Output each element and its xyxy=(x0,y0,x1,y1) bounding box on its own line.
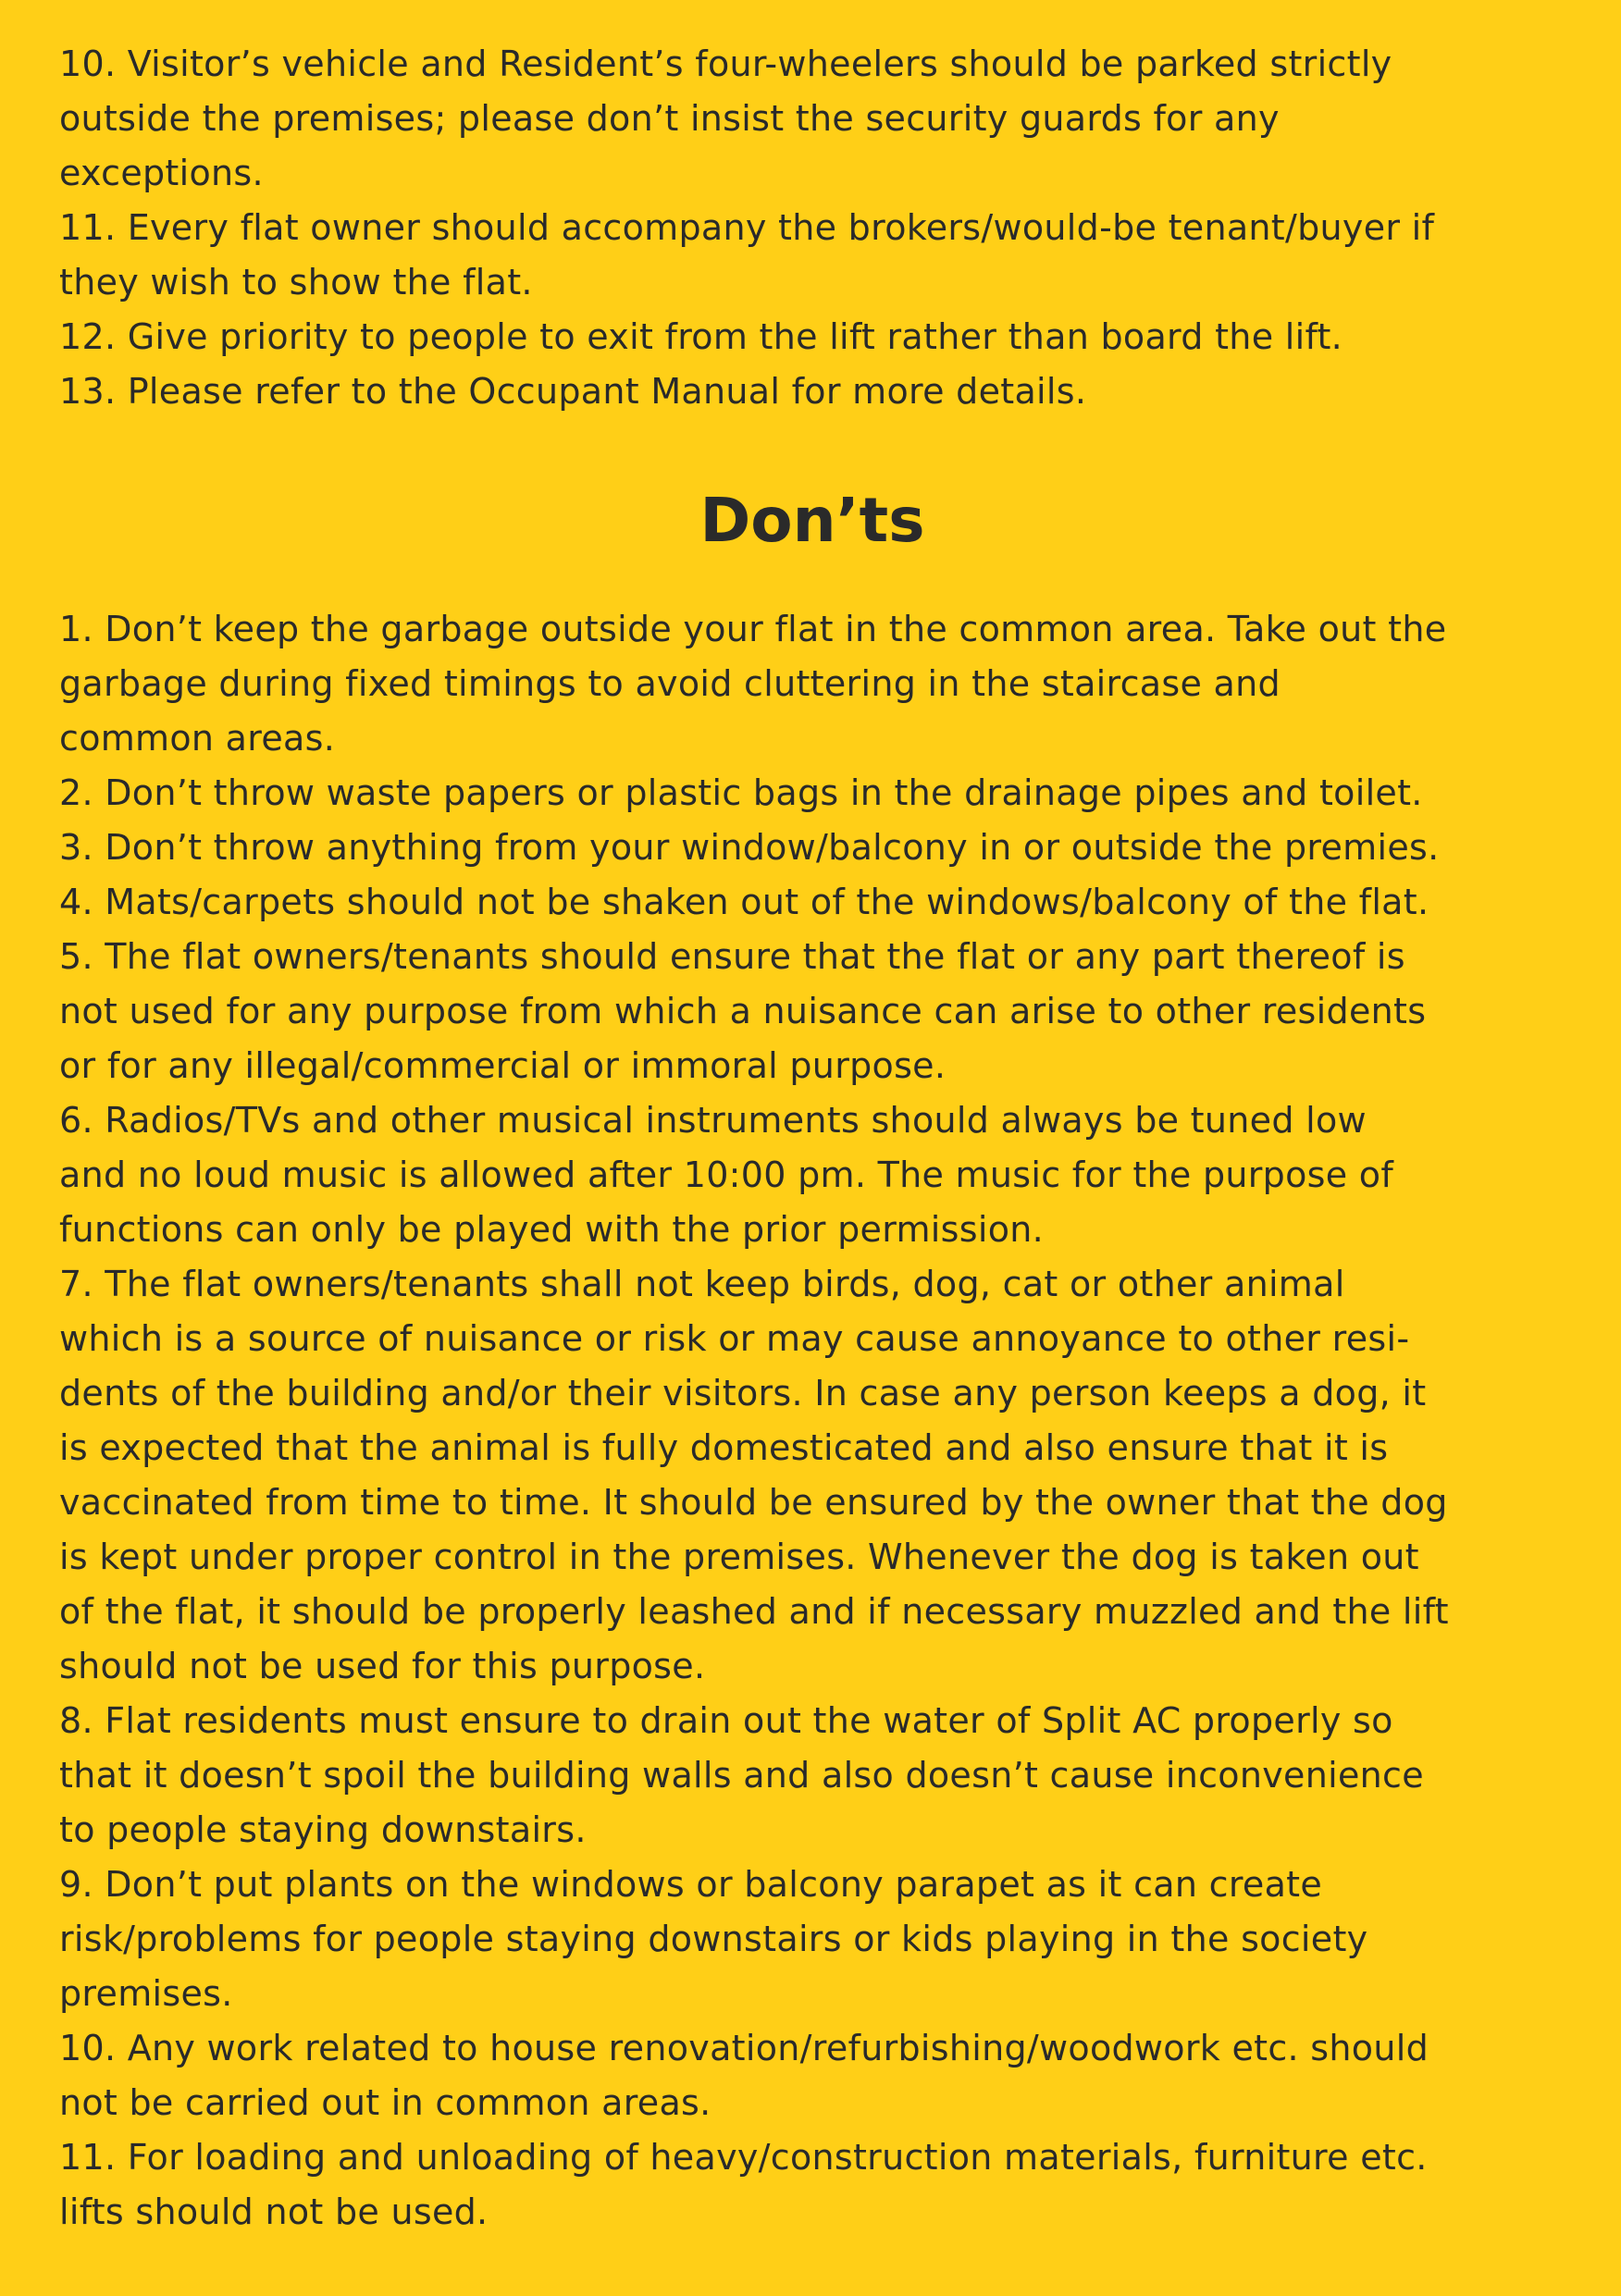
rule-line: they wish to show the flat. xyxy=(59,262,533,302)
rule-line: 11. Every flat owner should accompany the brokers/would-be tenant/buyer if xyxy=(59,207,1435,248)
rule-line: exceptions. xyxy=(59,153,264,193)
rule-line: 10. Visitor’s vehicle and Resident’s four-wheelers should be parked strictly xyxy=(59,43,1392,84)
rule-line: 6. Radios/TVs and other musical instruments should always be tuned low xyxy=(59,1100,1367,1141)
rule-line: 11. For loading and unloading of heavy/construction materials, furniture etc. xyxy=(59,2137,1428,2178)
rule-line: of the flat, it should be properly leashed and if necessary muzzled and the lift xyxy=(59,1591,1449,1632)
rule-line: lifts should not be used. xyxy=(59,2191,489,2232)
rule-line: outside the premises; please don’t insist the security guards for any xyxy=(59,98,1280,139)
rule-line: 10. Any work related to house renovation/refurbishing/woodwork etc. should xyxy=(59,2028,1429,2068)
rule-line: 5. The flat owners/tenants should ensure that the flat or any part thereof is xyxy=(59,936,1405,977)
rule-line: 13. Please refer to the Occupant Manual for more details. xyxy=(59,371,1087,412)
rule-line: that it doesn’t spoil the building walls and also doesn’t cause inconvenience xyxy=(59,1755,1424,1796)
rule-line: vaccinated from time to time. It should be ensured by the owner that the dog xyxy=(59,1482,1448,1523)
rule-line: common areas. xyxy=(59,718,336,759)
rule-line: 4. Mats/carpets should not be shaken out of the windows/balcony of the flat. xyxy=(59,882,1429,922)
rule-line: is expected that the animal is fully domesticated and also ensure that it is xyxy=(59,1427,1389,1468)
rule-line: 7. The flat owners/tenants shall not keep birds, dog, cat or other animal xyxy=(59,1264,1345,1304)
rule-line: not be carried out in common areas. xyxy=(59,2082,712,2123)
donts-list xyxy=(59,602,1565,2240)
rule-line: 3. Don’t throw anything from your window/balcony in or outside the premies. xyxy=(59,827,1440,868)
rule-line: or for any illegal/commercial or immoral purpose. xyxy=(59,1045,947,1086)
rule-line: not used for any purpose from which a nuisance can arise to other residents xyxy=(59,991,1427,1031)
rule-line: risk/problems for people staying downstairs or kids playing in the society xyxy=(59,1919,1368,1959)
rule-line: 9. Don’t put plants on the windows or balcony parapet as it can create xyxy=(59,1864,1323,1905)
rule-line: garbage during fixed timings to avoid cluttering in the staircase and xyxy=(59,663,1281,704)
rule-line: is kept under proper control in the premises. Whenever the dog is taken out xyxy=(59,1537,1419,1577)
rule-line: and no loud music is allowed after 10:00 pm. The music for the purpose of xyxy=(59,1154,1394,1195)
rule-line: to people staying downstairs. xyxy=(59,1809,587,1850)
rule-line: premises. xyxy=(59,1973,233,2014)
rule-line: 8. Flat residents must ensure to drain out the water of Split AC properly so xyxy=(59,1700,1393,1741)
rule-line: dents of the building and/or their visitors. In case any person keeps a dog, it xyxy=(59,1373,1427,1413)
section-spacer xyxy=(59,419,1565,475)
dos-continued-list xyxy=(59,37,1565,419)
donts-heading: Don’ts xyxy=(699,485,925,556)
rule-line: which is a source of nuisance or risk or may cause annoyance to other resi- xyxy=(59,1318,1410,1359)
rule-line: 12. Give priority to people to exit from the lift rather than board the lift. xyxy=(59,316,1343,357)
rule-line: functions can only be played with the prior permission. xyxy=(59,1209,1045,1250)
rule-line: should not be used for this purpose. xyxy=(59,1646,706,1686)
rule-line: 1. Don’t keep the garbage outside your flat in the common area. Take out the xyxy=(59,609,1447,649)
rule-line: 2. Don’t throw waste papers or plastic bags in the drainage pipes and toilet. xyxy=(59,772,1423,813)
